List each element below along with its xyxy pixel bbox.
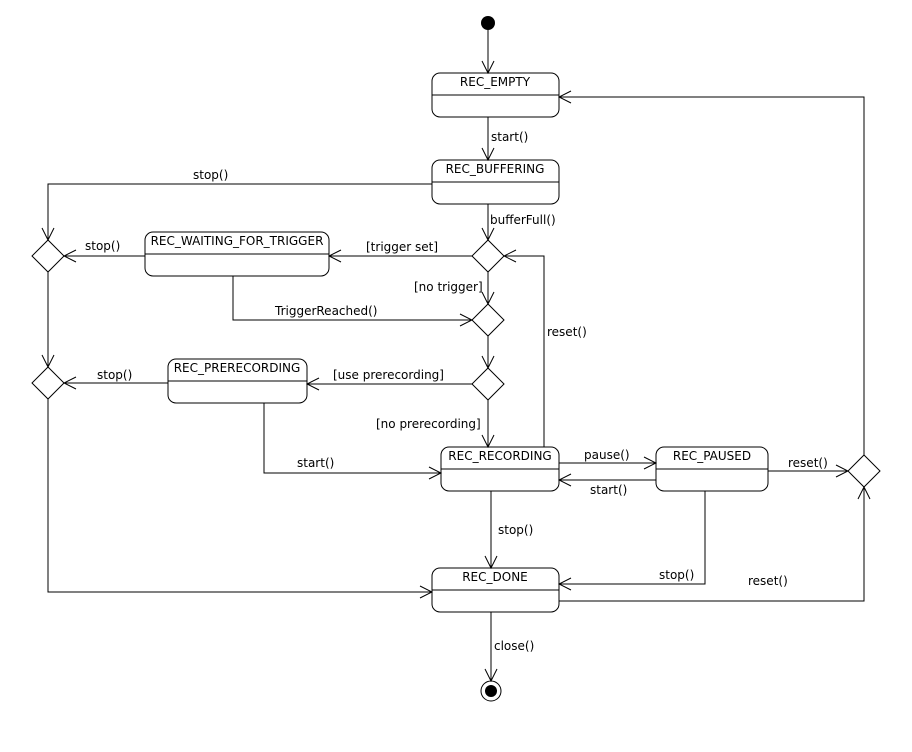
state-rec-prerecording (168, 359, 307, 403)
state-rec-prerecording-label: REC_PRERECORDING (173, 361, 301, 375)
decision-reset (848, 455, 880, 487)
label-stop-paused: stop() (659, 568, 695, 582)
decision-stop-upper (32, 240, 64, 272)
label-reset-paused: reset() (788, 456, 828, 470)
label-no-prerecording: [no prerecording] (376, 417, 481, 431)
state-rec-done (432, 568, 559, 612)
label-start-empty: start() (491, 130, 529, 144)
label-buffer-full: bufferFull() (490, 213, 556, 227)
label-reset-done: reset() (748, 574, 788, 588)
state-rec-waiting-for-trigger (145, 232, 329, 276)
state-rec-recording (441, 447, 559, 491)
state-rec-recording-label: REC_RECORDING (448, 449, 552, 463)
state-rec-empty (432, 73, 559, 117)
label-reset-recording: reset() (547, 325, 587, 339)
label-stop-prerecording: stop() (97, 368, 133, 382)
label-start-paused: start() (590, 483, 628, 497)
decision-trigger (472, 240, 504, 272)
state-rec-waiting-for-trigger-label: REC_WAITING_FOR_TRIGGER (150, 234, 324, 248)
state-rec-buffering-label: REC_BUFFERING (445, 162, 545, 176)
label-pause: pause() (584, 448, 630, 462)
state-rec-paused (656, 447, 768, 491)
edge-prerecording-start (264, 403, 441, 473)
initial-node (481, 16, 495, 30)
edge-stop-merge-to-done (48, 399, 432, 592)
label-no-trigger: [no trigger] (414, 280, 483, 294)
decision-stop-lower (32, 367, 64, 399)
decision-no-trigger-merge (472, 304, 504, 336)
state-rec-paused-label: REC_PAUSED (672, 449, 752, 463)
label-start-prerecording: start() (297, 456, 335, 470)
label-use-prerecording: [use prerecording] (333, 368, 444, 382)
label-stop-recording: stop() (498, 523, 534, 537)
state-rec-empty-label: REC_EMPTY (459, 75, 531, 89)
label-close: close() (494, 639, 535, 653)
final-node (481, 681, 501, 701)
edge-recording-reset (504, 256, 544, 447)
edge-reset-to-empty (559, 97, 864, 455)
state-rec-done-label: REC_DONE (462, 570, 528, 584)
state-rec-buffering (432, 160, 559, 204)
label-stop-buffering: stop() (193, 168, 229, 182)
label-trigger-reached: TriggerReached() (275, 304, 378, 318)
label-stop-waiting: stop() (85, 239, 121, 253)
decision-prerecording (472, 368, 504, 400)
label-trigger-set: [trigger set] (366, 240, 439, 254)
